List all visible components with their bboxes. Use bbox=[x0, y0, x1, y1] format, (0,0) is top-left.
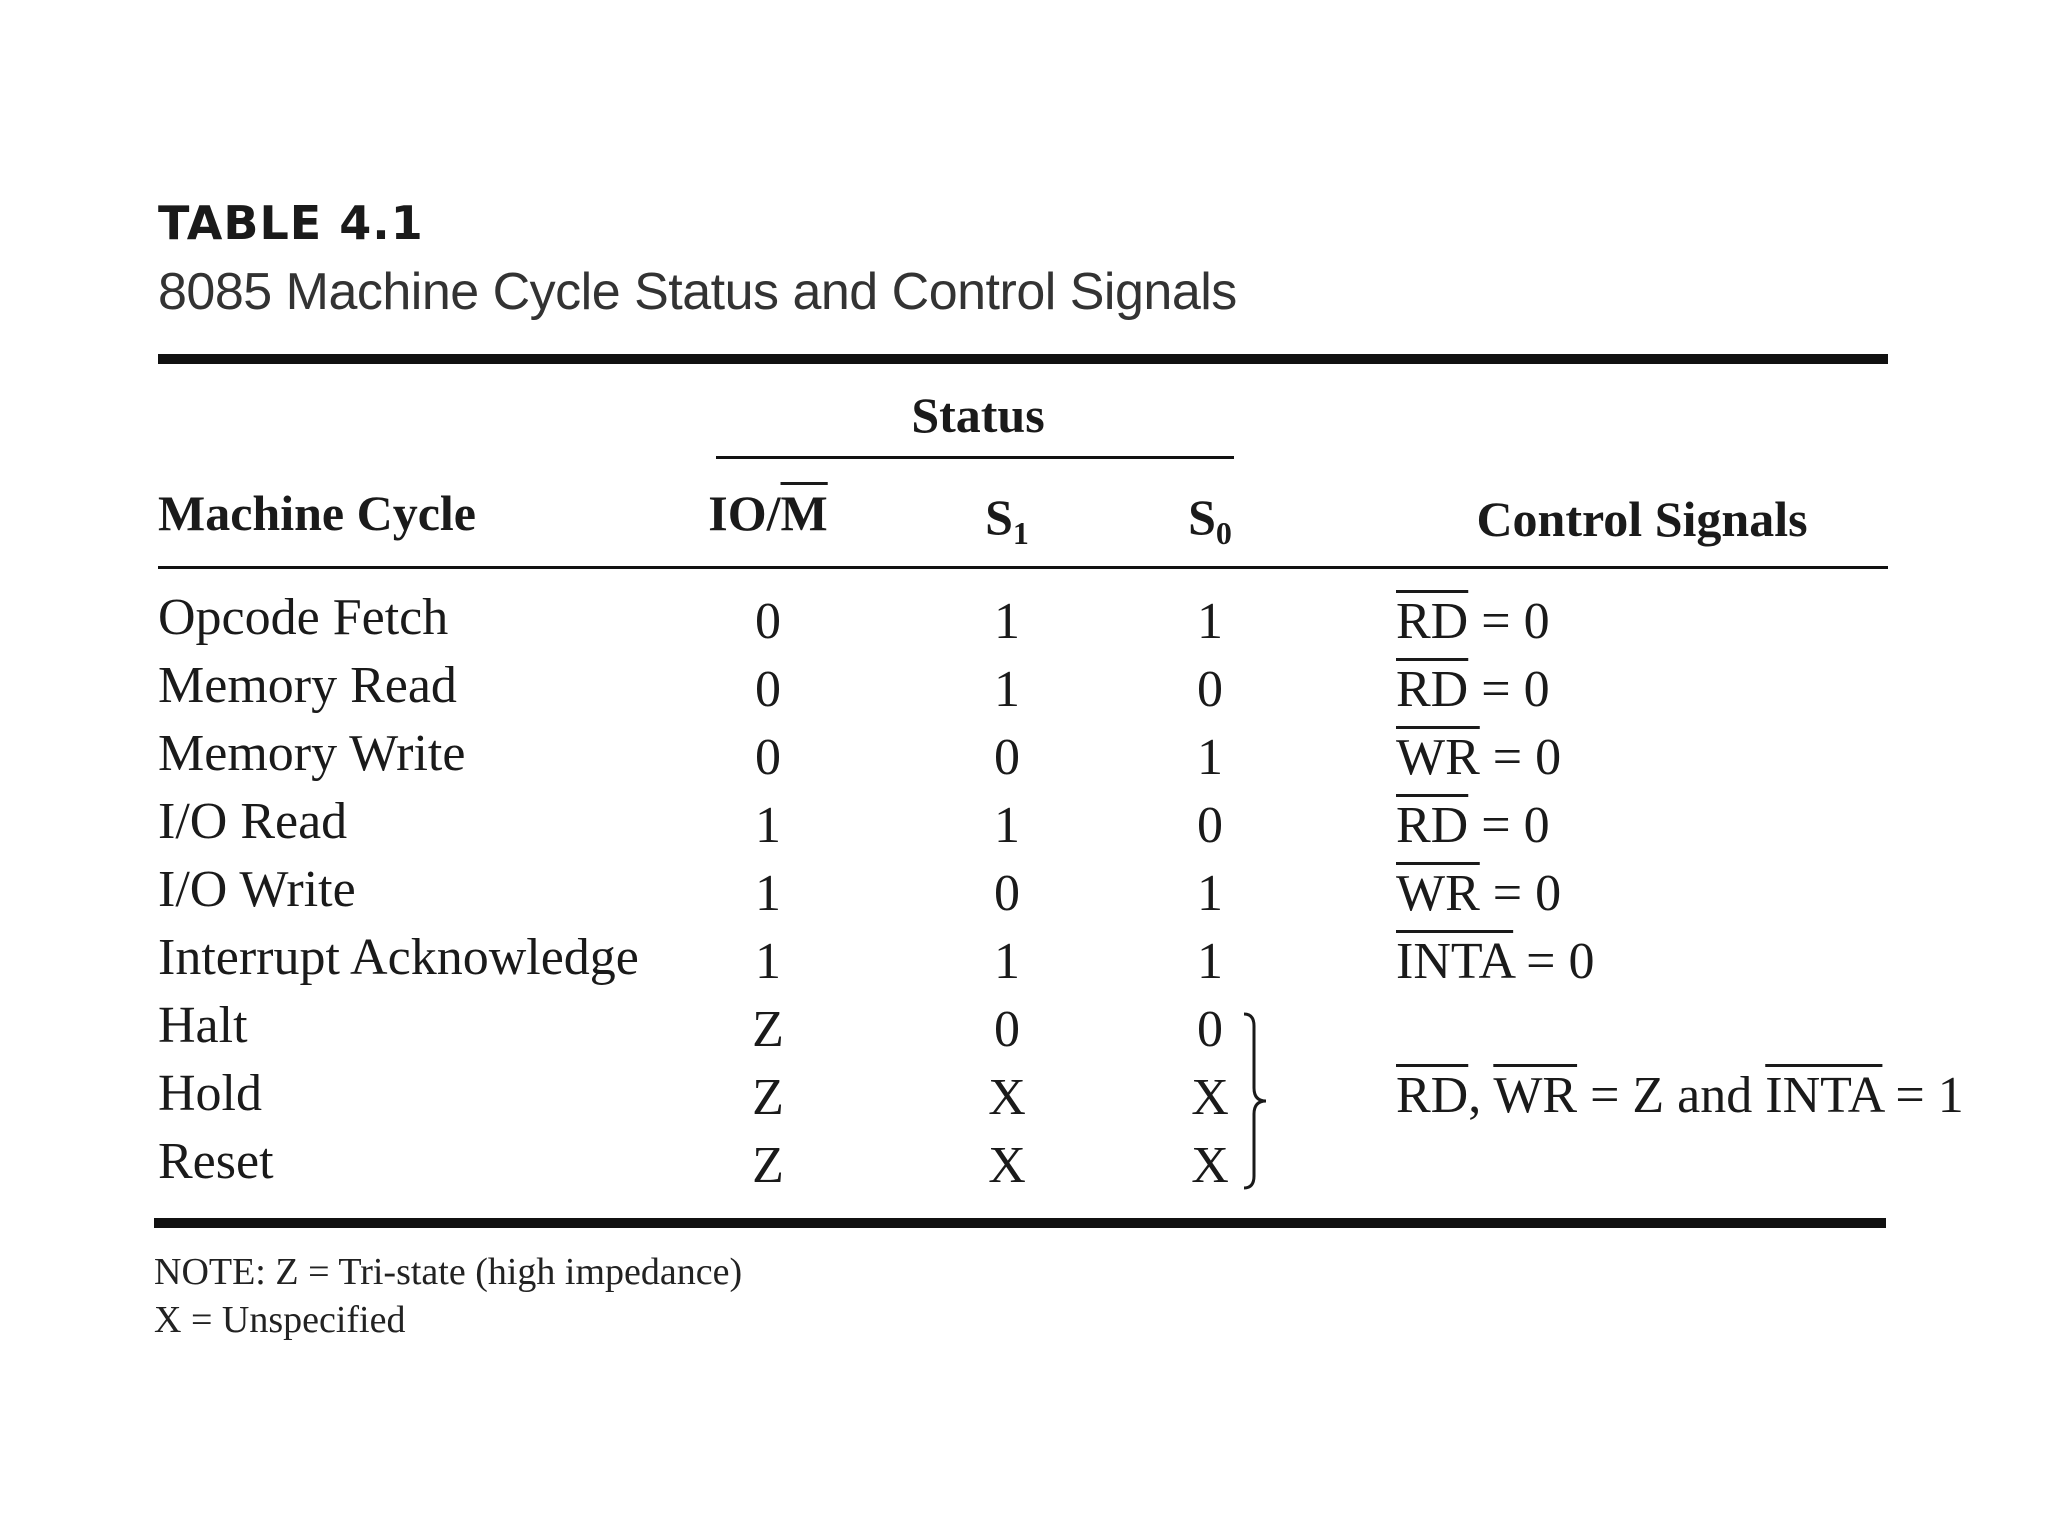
control-signal-bar: $\overline{WR}$ bbox=[1396, 729, 1480, 786]
table-row-cycle: Reset bbox=[158, 1133, 274, 1190]
shared-rd-bar: $\overline{RD}$ bbox=[1396, 1067, 1469, 1124]
header-s1 bbox=[985, 488, 1029, 552]
note-unspecified: X = Unspecified bbox=[154, 1299, 406, 1341]
table-row-s0: X bbox=[1191, 1137, 1229, 1194]
table-row-io-m: 1 bbox=[755, 865, 781, 922]
table-row-control bbox=[1396, 592, 1550, 651]
table-row-cycle: Memory Write bbox=[158, 725, 466, 782]
table-row-io-m: 1 bbox=[755, 933, 781, 990]
control-signal-bar: $\overline{RD}$ bbox=[1396, 661, 1469, 718]
control-signal-value: = 0 bbox=[1513, 933, 1595, 990]
table-row-io-m: 0 bbox=[755, 729, 781, 786]
header-s0-base: S bbox=[1188, 489, 1216, 545]
table-row-s0: X bbox=[1191, 1069, 1229, 1126]
status-span-rule bbox=[716, 456, 1234, 459]
shared-comma: , bbox=[1468, 1067, 1494, 1124]
table-row-s0: 0 bbox=[1197, 1001, 1223, 1058]
table-row-s1: 0 bbox=[994, 729, 1020, 786]
table-row-io-m: 1 bbox=[755, 797, 781, 854]
table-row-s1: 1 bbox=[994, 661, 1020, 718]
shared-inta-bar: INTA bbox=[1765, 1067, 1883, 1124]
shared-control-signals bbox=[1396, 1066, 1964, 1125]
table-row-s0: 1 bbox=[1197, 593, 1223, 650]
table-row-cycle: Memory Read bbox=[158, 657, 457, 714]
table-row-cycle: Opcode Fetch bbox=[158, 589, 449, 646]
table-row-s0: 0 bbox=[1197, 797, 1223, 854]
table-row-io-m: Z bbox=[752, 1069, 784, 1126]
table-row-control bbox=[1396, 796, 1550, 855]
table-row-control bbox=[1396, 728, 1561, 787]
table-row-io-m: Z bbox=[752, 1137, 784, 1194]
table-row-cycle: Halt bbox=[158, 997, 248, 1054]
table-row-cycle: Interrupt Acknowledge bbox=[158, 929, 639, 986]
table-row-s0: 1 bbox=[1197, 933, 1223, 990]
header-s0 bbox=[1188, 488, 1232, 552]
control-signal-bar: $\overline{RD}$ bbox=[1396, 797, 1469, 854]
status-group-header: Status bbox=[911, 387, 1045, 443]
control-signal-value: = 0 bbox=[1479, 865, 1562, 922]
table-row-io-m: Z bbox=[752, 1001, 784, 1058]
header-io-m-prefix: IO/ bbox=[708, 485, 781, 541]
table-row-cycle: I/O Write bbox=[158, 861, 356, 918]
header-control-signals: Control Signals bbox=[1476, 491, 1808, 547]
table-row-s0: 1 bbox=[1197, 729, 1223, 786]
control-signal-bar: INTA bbox=[1396, 933, 1514, 990]
table-row-s1: 0 bbox=[994, 1001, 1020, 1058]
header-io-m bbox=[708, 484, 827, 542]
right-brace-icon bbox=[1240, 1012, 1270, 1190]
table-row-s0: 0 bbox=[1197, 661, 1223, 718]
table-row-s1: 1 bbox=[994, 933, 1020, 990]
note-tristate: NOTE: Z = Tri-state (high impedance) bbox=[154, 1251, 743, 1293]
table-number: TABLE 4.1 bbox=[158, 196, 424, 250]
top-thick-rule bbox=[158, 354, 1888, 364]
table-row-control bbox=[1396, 864, 1561, 923]
table-row-s0: 1 bbox=[1197, 865, 1223, 922]
table-row-control bbox=[1396, 932, 1594, 991]
table-title: 8085 Machine Cycle Status and Control Signals bbox=[158, 263, 1237, 321]
table-row-cycle: Hold bbox=[158, 1065, 262, 1122]
shared-end: = 1 bbox=[1882, 1067, 1964, 1124]
control-signal-value: = 0 bbox=[1468, 797, 1550, 854]
bottom-thick-rule bbox=[154, 1218, 1886, 1228]
table-row-s1: X bbox=[988, 1137, 1026, 1194]
header-bottom-rule bbox=[158, 566, 1888, 569]
table-row-control bbox=[1396, 660, 1550, 719]
table-row-io-m: 0 bbox=[755, 661, 781, 718]
table-row-s1: X bbox=[988, 1069, 1026, 1126]
table-row-s1: 0 bbox=[994, 865, 1020, 922]
header-s1-sub: 1 bbox=[1012, 515, 1029, 551]
table-row-s1: 1 bbox=[994, 797, 1020, 854]
control-signal-bar: $\overline{RD}$ bbox=[1396, 593, 1469, 650]
header-io-m-bar: $\overline{M}$ bbox=[780, 485, 828, 541]
control-signal-value: = 0 bbox=[1468, 661, 1550, 718]
header-machine-cycle: Machine Cycle bbox=[158, 485, 476, 541]
table-row-io-m: 0 bbox=[755, 593, 781, 650]
table-row-s1: 1 bbox=[994, 593, 1020, 650]
control-signal-bar: $\overline{WR}$ bbox=[1396, 865, 1480, 922]
table-row-cycle: I/O Read bbox=[158, 793, 348, 850]
header-s0-sub: 0 bbox=[1215, 515, 1232, 551]
shared-wr-bar: $\overline{WR}$ bbox=[1493, 1067, 1578, 1124]
header-s1-base: S bbox=[985, 489, 1013, 545]
control-signal-value: = 0 bbox=[1468, 593, 1550, 650]
control-signal-value: = 0 bbox=[1479, 729, 1562, 786]
shared-mid: = Z and bbox=[1577, 1067, 1766, 1124]
